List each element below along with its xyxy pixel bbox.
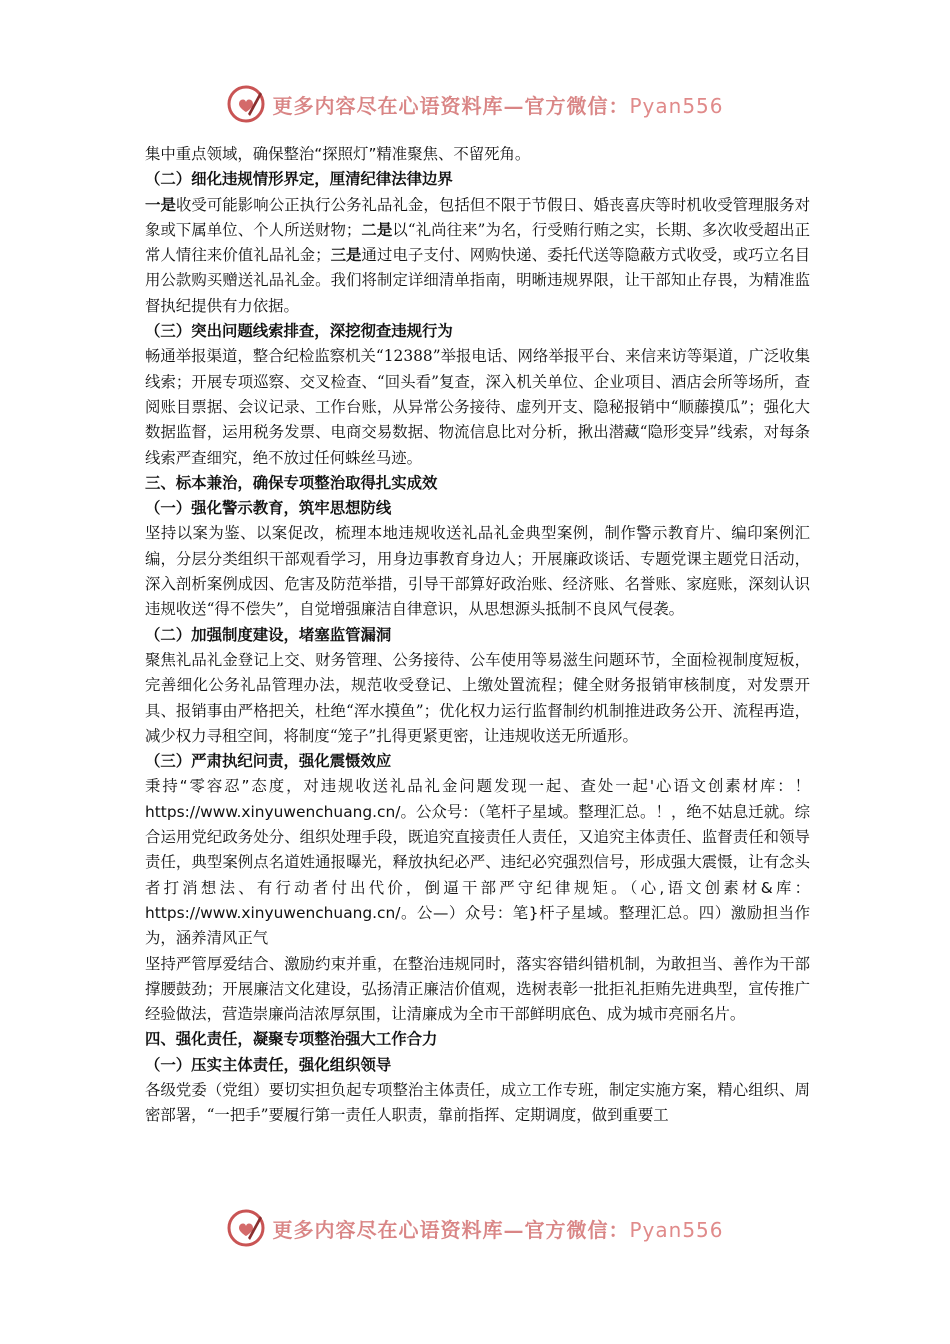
section-heading [145,749,810,774]
watermark-footer [0,1206,950,1250]
text-run: 收受可能影响公正执行公务礼品礼金，包括但不限于节假日、婚丧喜庆等时机收受管理服务对象或下属单位、个人所送财物； [145,195,810,239]
section-heading [145,471,810,496]
body-paragraph [145,952,810,1028]
text-run: （一）压实主体责任，强化组织领导 [145,1055,392,1074]
emphasis-label: 二是 [361,220,393,239]
emphasis-label: 一是 [145,195,176,214]
text-run: 四、强化责任，凝聚专项整治强大工作合力 [145,1030,438,1049]
text-run: （一）强化警示教育，筑牢思想防线 [145,499,392,518]
text-run: （三）突出问题线索排查，深挖彻查违规行为 [145,322,453,341]
section-heading [145,319,810,344]
text-run: （二）细化违规情形界定，厘清纪律法律边界 [145,170,453,189]
text-run: 坚持以案为鉴、以案促改，梳理本地违规收送礼品礼金典型案例，制作警示教育片、编印案例汇编，分层分类组织干部观看学习，用身边事教育身边人；开展廉政谈话、专题党课主题党日活动，深入剖析案例成因、危害及防范举措，引导干部算好政治账、经济账、名誉账、家庭账，深刻认识违规收送“得不偿失”，自觉增强廉洁自律意识，从思想源头抵制不良风气侵袭。 [145,524,810,619]
section-heading [145,1027,810,1052]
text-run: 秉持“零容忍”态度，对违规收送礼品礼金问题发现一起、查处一起'心语文创素材库：！https://www.xinyuwenchuang.cn/。公众号：（笔杆子星域。整理汇总。！，绝不姑息迁就。综合运用党纪政务处分、组织处理手段，既追究直接责任人责任，又追究主体责任、监督责任和领导责任，典型案例点名道姓通报曝光，释放执纪必严、违纪必究强烈信号，形成强大震慑，让有念头者打消想法、有行动者付出代价，倒逼干部严守纪律规矩。（心,语文创素材&库：https://www.xinyuwenchuang.cn/。公—）众号：笔}杆子星域。整理汇总。四）激励担当作为，涵养清风正气 [145,777,810,948]
text-run: （二）加强制度建设，堵塞监管漏洞 [145,625,392,644]
body-paragraph [145,193,810,319]
document-body [145,142,810,1129]
body-paragraph [145,344,810,470]
watermark-text: 更多内容尽在心语资料库—官方微信：Pyan556 [272,1217,724,1242]
body-paragraph [145,1078,810,1129]
body-paragraph [145,142,810,167]
text-run: 三、标本兼治，确保专项整治取得扎实成效 [145,473,438,492]
text-run: 以“礼尚往来”为名，行受贿行贿之实，长期、多次收受超出正常人情往来价值礼品礼金； [145,220,810,265]
body-paragraph [145,521,810,622]
body-paragraph [145,648,810,749]
text-run: 畅通举报渠道，整合纪检监察机关“12388”举报电话、网络举报平台、来信来访等渠道，广泛收集线索；开展专项巡察、交叉检查、“回头看”复查，深入机关单位、企业项目、酒店会所等场所，查阅账目票据、会议记录、工作台账，从异常公务接待、虚列开支、隐秘报销中“顺藤摸瓜”；强化大数据监督，运用税务发票、电商交易数据、物流信息比对分析，揪出潜藏“隐形变异”线索，对每条线索严查细究，绝不放过任何蛛丝马迹。 [145,347,810,467]
emphasis-label: 三是 [330,246,362,265]
body-paragraph [145,774,810,951]
section-heading [145,623,810,648]
text-run: 各级党委（党组）要切实担负起专项整治主体责任，成立工作专班，制定实施方案，精心组织、周密部署，“一把手”要履行第一责任人职责，靠前指挥、定期调度，做到重要工 [145,1080,810,1125]
text-run: 集中重点领域，确保整治“探照灯”精准聚焦、不留死角。 [145,145,531,163]
text-run: （三）严肃执纪问责，强化震慑效应 [145,752,392,771]
section-heading [145,1053,810,1078]
text-run: 聚焦礼品礼金登记上交、财务管理、公务接待、公车使用等易滋生问题环节，全面检视制度短板，完善细化公务礼品管理办法，规范收受登记、上缴处置流程；健全财务报销审核制度，对发票开具、报销事由严格把关，杜绝“浑水摸鱼”；优化权力运行监督制约机制推进政务公开、流程再造，减少权力寻租空间，将制度“笼子”扎得更紧更密，让违规收送无所遁形。 [145,650,810,745]
text-run: 坚持严管厚爱结合、激励约束并重，在整治违规同时，落实容错纠错机制，为敢担当、善作为干部撑腰鼓劲；开展廉洁文化建设，弘扬清正廉洁价值观，选树表彰一批拒礼拒贿先进典型，宣传推广经验做法，营造崇廉尚洁浓厚氛围，让清廉成为全市干部鲜明底色、成为城市亮丽名片。 [145,954,810,1024]
watermark-header [0,82,950,126]
text-run: 通过电子支付、网购快递、委托代送等隐蔽方式收受，或巧立名目用公款购买赠送礼品礼金。我们将制定详细清单指南，明晰违规界限，让干部知止存畏，为精准监督执纪提供有力依据。 [145,246,810,315]
pen-heart-logo-icon [226,84,266,124]
section-heading [145,167,810,192]
watermark-text: 更多内容尽在心语资料库—官方微信：Pyan556 [272,93,724,118]
section-heading [145,496,810,521]
pen-heart-logo-icon [226,1208,266,1248]
